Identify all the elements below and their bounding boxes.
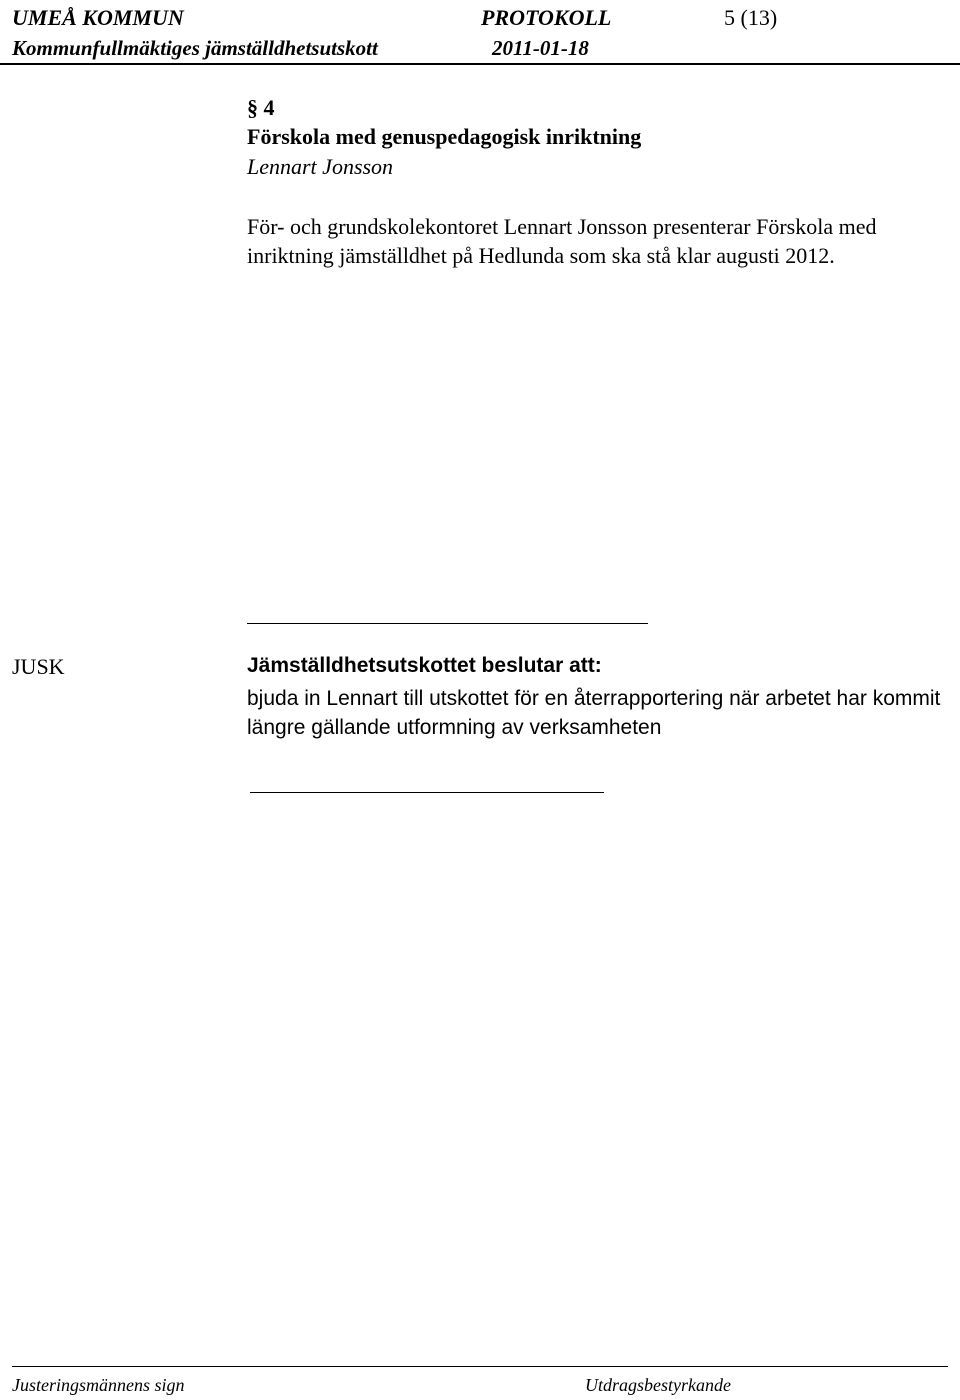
signature-label: Justeringsmännens sign <box>12 1375 185 1395</box>
document-type: PROTOKOLL <box>481 5 612 30</box>
committee-name: Kommunfullmäktiges jämställdhetsutskott <box>12 36 378 60</box>
separator-line <box>247 623 648 624</box>
separator-line <box>250 792 604 793</box>
decision-heading: Jämställdhetsutskottet beslutar att: <box>247 654 602 677</box>
section-title: Förskola med genuspedagogisk inriktning <box>247 124 642 149</box>
certification-label: Utdragsbestyrkande <box>585 1375 731 1395</box>
header-divider <box>0 63 960 65</box>
organization-name: UMEÅ KOMMUN <box>12 5 184 30</box>
sender-code: JUSK <box>12 654 65 679</box>
presenter-name: Lennart Jonsson <box>247 154 394 179</box>
paragraph-number: § 4 <box>247 95 275 120</box>
decision-text: bjuda in Lennart till utskottet för en återrapportering när arbetet har kommit längre gällande utformning av verksamheten <box>247 687 941 739</box>
page-number: 5 (13) <box>724 5 778 30</box>
section-body: För- och grundskolekontoret Lennart Jonsson presenterar Förskola med inriktning jämställdhet på Hedlunda som ska stå klar augusti 2012. <box>247 214 877 268</box>
meeting-date: 2011-01-18 <box>492 36 589 60</box>
footer-divider <box>12 1366 948 1367</box>
